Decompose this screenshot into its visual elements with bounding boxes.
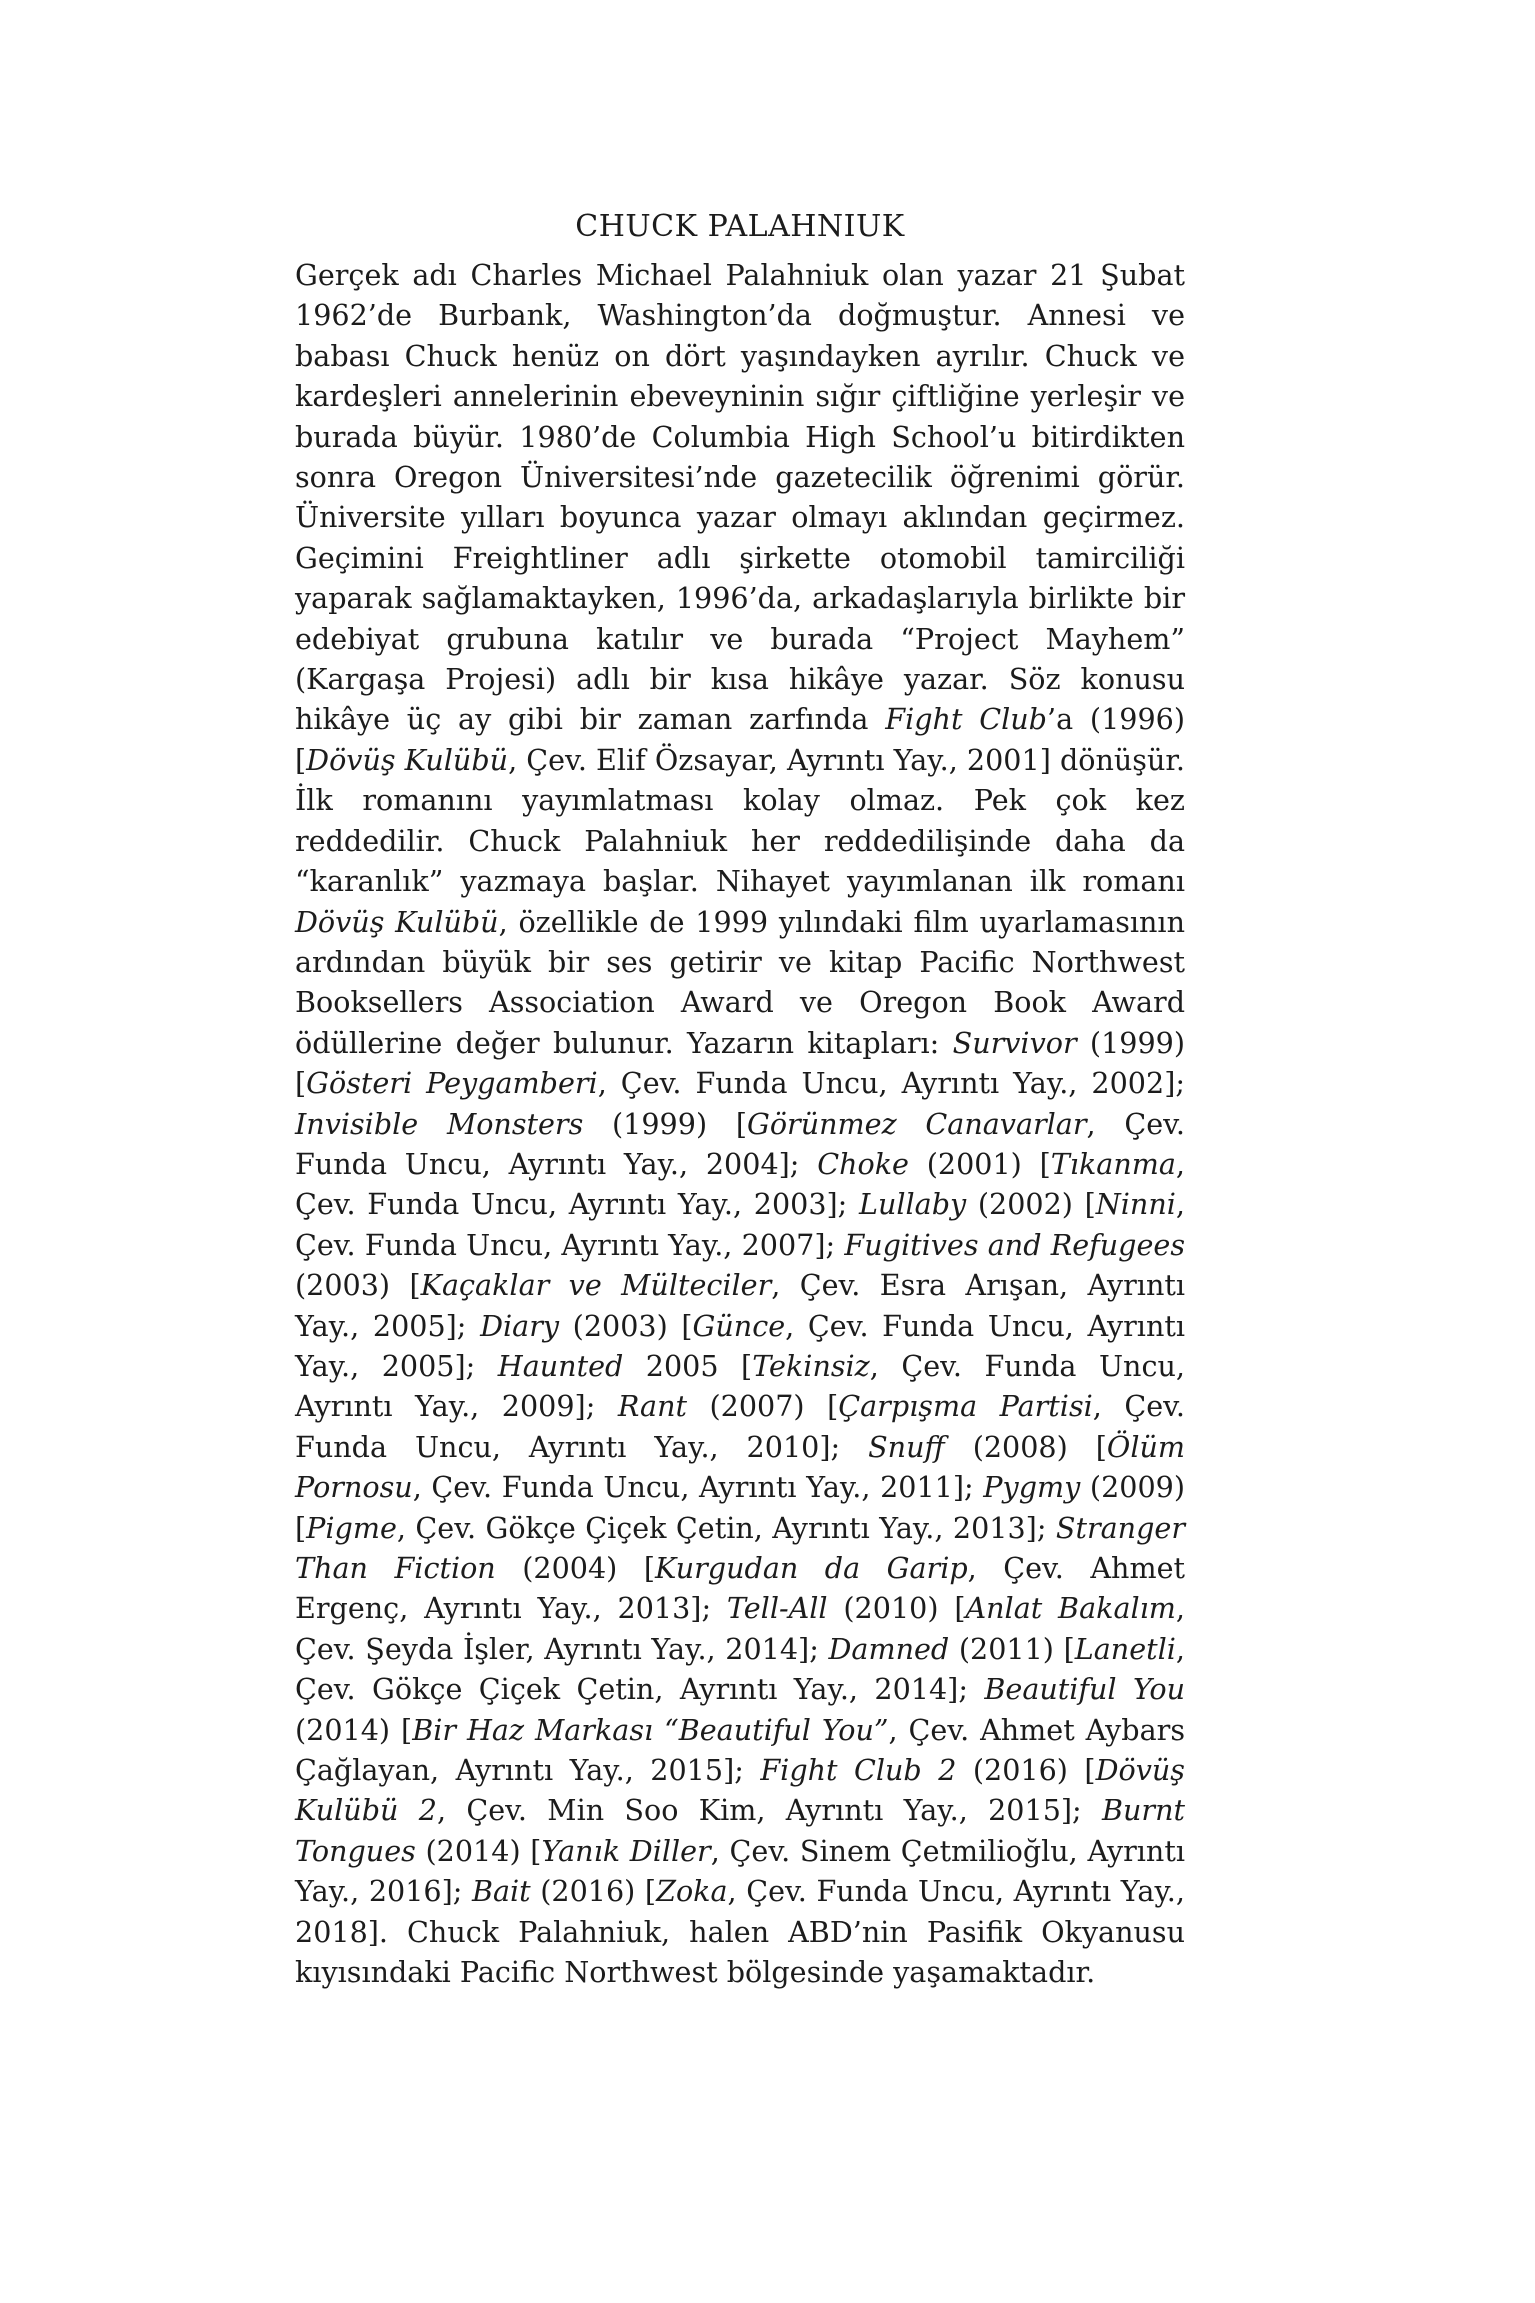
biography-text: (2001) [ bbox=[908, 1146, 1051, 1181]
book-title-italic: Günce bbox=[692, 1308, 786, 1343]
biography-text: , Çev. Sinem Çetmilioğlu, Ayrıntı Yay., 2016]; bbox=[295, 1833, 1185, 1909]
biography-text: , Çev. Funda Uncu, Ayrıntı Yay., 2002]; bbox=[597, 1066, 1185, 1101]
book-title-italic: Tekinsiz bbox=[752, 1348, 870, 1383]
book-title-italic: Fugitives and Refugees bbox=[844, 1227, 1185, 1262]
book-title-italic: Anlat Bakalım bbox=[965, 1591, 1176, 1626]
biography-text: , Çev. Şeyda İşler, Ayrıntı Yay., 2014]; bbox=[295, 1591, 1185, 1666]
book-title-italic: Yanık Diller bbox=[541, 1833, 711, 1868]
book-title-italic: Dövüş Kulübü 2 bbox=[295, 1753, 1185, 1828]
book-title-italic: Ninni bbox=[1095, 1187, 1176, 1222]
biography-text: (2003) [ bbox=[559, 1308, 693, 1343]
author-title: CHUCK PALAHNIUK bbox=[575, 209, 905, 244]
biography-text: (1999) [ bbox=[295, 1025, 1185, 1101]
biography-text: (2007) [ bbox=[686, 1389, 839, 1424]
biography-text: (2004) [ bbox=[495, 1551, 655, 1585]
author-biography bbox=[295, 255, 1185, 1992]
biography-text: , Çev. Funda Uncu, Ayrıntı Yay., 2018]. Chuck Palahniuk, halen ABD’nin Pasifik Okyanusu kıyısındaki Pacific Northwest bölgesinde yaşamaktadır. bbox=[295, 1874, 1185, 1990]
biography-text: (2003) [ bbox=[295, 1268, 421, 1303]
book-title-italic: Ölüm Pornosu bbox=[295, 1429, 1185, 1505]
biography-text: , Çev. Funda Uncu, Ayrıntı Yay., 2011]; bbox=[412, 1470, 984, 1505]
biography-text: (2011) [ bbox=[949, 1631, 1075, 1666]
book-title-italic: Gösteri Peygamberi bbox=[306, 1066, 598, 1101]
book-title-italic: Bir Haz Markası “Beautiful You” bbox=[412, 1712, 889, 1747]
biography-text: (2014) [ bbox=[295, 1712, 413, 1747]
biography-text: (2016) [ bbox=[956, 1753, 1096, 1788]
biography-text: (2014) [ bbox=[415, 1833, 542, 1868]
book-title-italic: Pygmy bbox=[983, 1470, 1081, 1505]
book-title-italic: Tell-All bbox=[726, 1591, 828, 1626]
biography-text: (2016) [ bbox=[530, 1874, 657, 1909]
biography-text: , Çev. Elif Özsayar, Ayrıntı Yay., 2001] dönüşür. İlk romanını yayımlatması kolay olmaz. Pek çok kez reddedilir. Chuck Palahniuk her reddedilişinde daha da “karanlık” yazmaya başlar. Nihayet yayımlanan ilk romanı bbox=[295, 742, 1185, 899]
book-title-italic: Choke bbox=[817, 1146, 909, 1181]
biography-text: , Çev. Funda Uncu, Ayrıntı Yay., 2003]; bbox=[295, 1146, 1185, 1222]
book-title-italic: Görünmez Canavarlar bbox=[747, 1106, 1087, 1141]
book-title-italic: Burnt Tongues bbox=[295, 1793, 1185, 1868]
biography-text: , Çev. Gökçe Çiçek Çetin, Ayrıntı Yay., 2014]; bbox=[295, 1631, 1185, 1707]
biography-text: Gerçek adı Charles Michael Palahniuk olan yazar 21 Şubat 1962’de Burbank, Washington’da doğmuştur. Annesi ve babası Chuck henüz on dört yaşındayken ayrılır. Chuck ve kardeşleri annelerinin ebeveyninin sığır çiftliğine yerleşir ve burada büyür. 1980’de Columbia High School’u bitirdikten sonra Oregon Üniversitesi’nde gazetecilik öğrenimi görür. Üniversite yılları boyunca yazar olmayı aklından geçirmez. Geçimini Freightliner adlı şirkette otomobil tamirciliği yaparak sağlamaktayken, 1996’da, arkadaşlarıyla birlikte bir edebiyat grubuna katılır ve burada “Project Mayhem” (Kargaşa Projesi) adlı bir kısa hikâye yazar. Söz konusu hikâye üç ay gibi bir zaman zarfında bbox=[295, 258, 1185, 737]
biography-text: , özellikle de 1999 yılındaki film uyarlamasının ardından büyük bir ses getirir ve kitap Pacific Northwest Booksellers Association Award ve Oregon Book Award ödüllerine değer bulunur. Yazarın kitapları: bbox=[295, 904, 1185, 1060]
biography-text: , Çev. Ahmet Aybars Çağlayan, Ayrıntı Yay., 2015]; bbox=[295, 1712, 1185, 1788]
biography-text: , Çev. Gökçe Çiçek Çetin, Ayrıntı Yay., 2013]; bbox=[396, 1510, 1056, 1545]
book-title-italic: Zoka bbox=[656, 1874, 728, 1909]
book-title-italic: Snuff bbox=[868, 1429, 945, 1464]
biography-text: , Çev. Funda Uncu, Ayrıntı Yay., 2007]; bbox=[295, 1187, 1185, 1262]
book-title-italic: Rant bbox=[617, 1389, 687, 1424]
biography-text: , Çev. Funda Uncu, Ayrıntı Yay., 2004]; bbox=[295, 1106, 1185, 1181]
book-title-italic: Diary bbox=[480, 1308, 560, 1343]
book-title-italic: Kaçaklar ve Mülteciler bbox=[420, 1268, 772, 1303]
book-title-italic: Lullaby bbox=[858, 1187, 967, 1222]
book-title-italic: Çarpışma Partisi bbox=[838, 1389, 1093, 1424]
biography-text: 2005 [ bbox=[623, 1348, 753, 1383]
biography-text: (2008) [ bbox=[944, 1429, 1107, 1464]
biography-text: , Çev. Funda Uncu, Ayrıntı Yay., 2005]; bbox=[295, 1308, 1185, 1383]
book-title-italic: Invisible Monsters bbox=[295, 1106, 584, 1141]
biography-text: (2002) [ bbox=[966, 1187, 1096, 1222]
book-title-italic: Damned bbox=[828, 1631, 950, 1666]
book-title-italic: Tıkanma bbox=[1050, 1146, 1176, 1181]
book-title-italic: Fight Club 2 bbox=[760, 1753, 957, 1788]
biography-text: ’a (1996) [ bbox=[295, 702, 1186, 777]
book-title-italic: Beautiful You bbox=[984, 1672, 1185, 1707]
book-title-italic: Dövüş Kulübü bbox=[306, 742, 509, 777]
book-title-italic: Stranger Than Fiction bbox=[295, 1510, 1185, 1585]
biography-text: , Çev. Esra Arışan, Ayrıntı Yay., 2005]; bbox=[295, 1268, 1186, 1343]
book-title-italic: Bait bbox=[471, 1874, 531, 1909]
book-title-italic: Lanetli bbox=[1074, 1631, 1176, 1666]
book-title-italic: Kurgudan da Garip bbox=[654, 1551, 968, 1585]
biography-text: , Çev. Funda Uncu, Ayrıntı Yay., 2009]; bbox=[295, 1348, 1185, 1424]
biography-text: , Çev. Min Soo Kim, Ayrıntı Yay., 2015]; bbox=[436, 1793, 1102, 1828]
book-title-italic: Pigme bbox=[306, 1510, 397, 1545]
biography-text: (2009) [ bbox=[295, 1470, 1185, 1545]
book-title-italic: Survivor bbox=[952, 1025, 1077, 1060]
biography-text: (2010) [ bbox=[827, 1591, 966, 1626]
book-title-italic: Fight Club bbox=[885, 702, 1047, 737]
book-title-italic: Haunted bbox=[497, 1348, 624, 1383]
biography-text: , Çev. Ahmet Ergenç, Ayrıntı Yay., 2013]; bbox=[295, 1551, 1185, 1626]
book-page bbox=[295, 205, 1185, 1992]
biography-text: , Çev. Funda Uncu, Ayrıntı Yay., 2010]; bbox=[295, 1389, 1186, 1464]
biography-text: (1999) [ bbox=[583, 1106, 747, 1141]
book-title-italic: Dövüş Kulübü bbox=[295, 904, 499, 939]
